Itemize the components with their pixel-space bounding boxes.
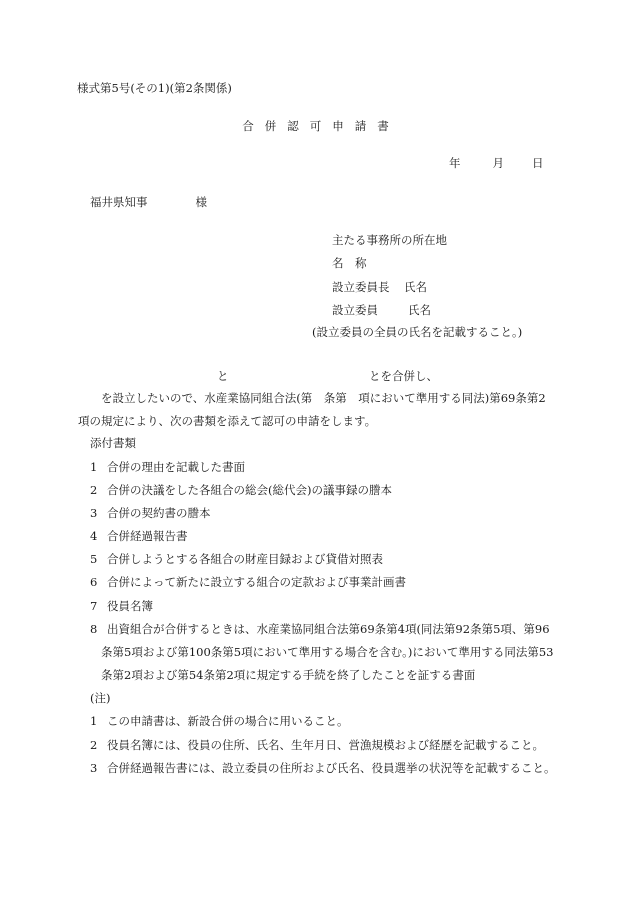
- attachment-item: 3 合併の契約書の謄本: [90, 506, 211, 520]
- attachment-item: 7 役員名簿: [90, 599, 153, 613]
- attachments-heading: 添付書類: [90, 436, 136, 450]
- note-item: 3 合併経過報告書には、設立委員の住所および氏名、役員選挙の状況等を記載すること。: [90, 761, 556, 775]
- body-line-2: 項の規定により、次の書類を添えて認可の申請をします。: [78, 414, 377, 428]
- date-year-label: 年: [449, 156, 461, 170]
- merger-and: と: [217, 369, 229, 383]
- attachment-item: 2 合併の決議をした各組合の総会(総代会)の議事録の謄本: [90, 483, 392, 497]
- attachment-item: 4 合併経過報告書: [90, 529, 188, 543]
- document-title: 合併認可申請書: [242, 119, 400, 133]
- attachment-item: 5 合併しようとする各組合の財産目録および貸借対照表: [90, 552, 383, 566]
- attachment-item: 1 合併の理由を記載した書面: [90, 460, 245, 474]
- form-number: 様式第5号(その1)(第2条関係): [77, 81, 232, 95]
- members-note: (設立委員の全員の氏名を記載すること。): [312, 325, 523, 339]
- addressee: [90, 196, 207, 210]
- merger-merged: とを合併し、: [369, 369, 438, 383]
- member-name-suffix: 氏名: [408, 303, 431, 317]
- member-label: 設立委員: [332, 303, 378, 317]
- attachment-item-continuation: 条第2項および第54条第2項に規定する手続を終了したことを証する書面: [101, 668, 476, 682]
- attachment-item-continuation: 条第5項および第100条第5項において準用する場合を含む。)において準用する同法第53: [101, 645, 554, 659]
- attachment-item: 6 合併によって新たに設立する組合の定款および事業計画書: [90, 575, 406, 589]
- merger-line: [217, 370, 438, 384]
- notes-heading: (注): [90, 691, 111, 705]
- addressee-name: 福井県知事: [90, 195, 148, 209]
- date-line: [449, 157, 544, 171]
- note-item: 2 役員名簿には、役員の住所、氏名、生年月日、営漁規模および経歴を記載すること。: [90, 738, 544, 752]
- note-item: 1 この申請書は、新設合併の場合に用いること。: [90, 714, 349, 728]
- chair-label: 設立委員長: [332, 280, 390, 294]
- date-day-label: 日: [532, 156, 544, 170]
- chair-name-line: [332, 281, 427, 295]
- office-address-label: 主たる事務所の所在地: [332, 233, 447, 247]
- member-name-line: [332, 304, 431, 318]
- attachment-item: 8 出資組合が合併するときは、水産業協同組合法第69条第4項(同法第92条第5項、第96: [90, 622, 550, 636]
- addressee-honorific: 様: [195, 195, 207, 209]
- name-label: 名 称: [332, 256, 367, 270]
- chair-name-suffix: 氏名: [404, 280, 427, 294]
- date-month-label: 月: [492, 156, 504, 170]
- body-line-1: を設立したいので、水産業協同組合法(第 条第 項において準用する同法)第69条第2: [101, 391, 546, 405]
